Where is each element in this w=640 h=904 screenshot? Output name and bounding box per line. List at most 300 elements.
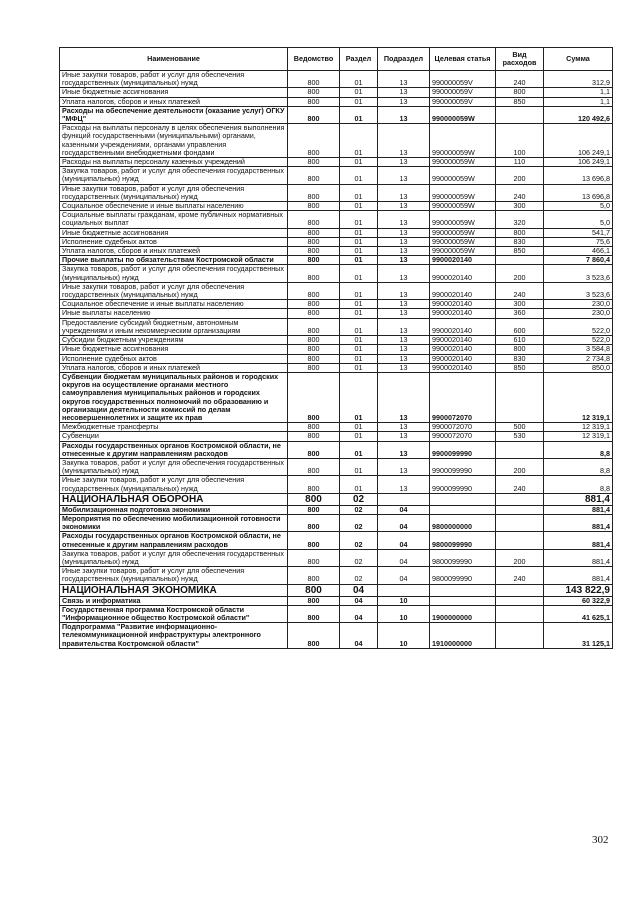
table-row — [60, 493, 613, 505]
cell-section: 01 — [340, 71, 378, 88]
cell-subsection: 13 — [378, 336, 430, 345]
cell-target: 990000059V — [430, 88, 496, 97]
cell-name: Иные закупки товаров, работ и услуг для обеспечения государственных (муниципальных) нужд — [60, 282, 288, 299]
cell-name: Иные закупки товаров, работ и услуг для обеспечения государственных (муниципальных) нужд — [60, 71, 288, 88]
cell-sum: 850,0 — [544, 363, 613, 372]
cell-name: Мобилизационная подготовка экономики — [60, 505, 288, 514]
cell-sum: 5,0 — [544, 202, 613, 211]
cell-exp-type: 300 — [496, 202, 544, 211]
cell-section: 01 — [340, 184, 378, 201]
cell-subsection: 10 — [378, 605, 430, 622]
cell-name: Иные бюджетные ассигнования — [60, 88, 288, 97]
table-row — [60, 300, 613, 309]
cell-subsection: 13 — [378, 265, 430, 282]
cell-exp-type: 240 — [496, 71, 544, 88]
cell-exp-type: 240 — [496, 567, 544, 584]
cell-dept: 800 — [288, 363, 340, 372]
table-row — [60, 71, 613, 88]
table-row — [60, 228, 613, 237]
cell-sum: 7 860,4 — [544, 256, 613, 265]
cell-exp-type: 800 — [496, 345, 544, 354]
cell-section: 01 — [340, 282, 378, 299]
cell-section: 01 — [340, 202, 378, 211]
table-row — [60, 372, 613, 422]
cell-section: 01 — [340, 88, 378, 97]
cell-subsection: 04 — [378, 549, 430, 566]
table-row — [60, 202, 613, 211]
cell-name: Иные бюджетные ассигнования — [60, 228, 288, 237]
cell-exp-type: 610 — [496, 336, 544, 345]
cell-dept: 800 — [288, 167, 340, 184]
cell-exp-type: 110 — [496, 158, 544, 167]
cell-section: 04 — [340, 623, 378, 649]
cell-section: 01 — [340, 345, 378, 354]
cell-sum: 522,0 — [544, 336, 613, 345]
cell-exp-type: 200 — [496, 167, 544, 184]
cell-target: 990000059W — [430, 237, 496, 246]
cell-name: Закупка товаров, работ и услуг для обеспечения государственных (муниципальных) нужд — [60, 167, 288, 184]
cell-sum: 230,0 — [544, 300, 613, 309]
cell-dept: 800 — [288, 309, 340, 318]
cell-exp-type — [496, 106, 544, 123]
cell-section: 02 — [340, 493, 378, 505]
cell-section: 01 — [340, 363, 378, 372]
cell-sum: 12 319,1 — [544, 372, 613, 422]
table-row — [60, 97, 613, 106]
table-row — [60, 623, 613, 649]
cell-sum: 106 249,1 — [544, 124, 613, 158]
cell-subsection: 13 — [378, 202, 430, 211]
cell-name: НАЦИОНАЛЬНАЯ ЭКОНОМИКА — [60, 584, 288, 596]
cell-sum: 881,4 — [544, 514, 613, 531]
cell-exp-type: 360 — [496, 309, 544, 318]
cell-subsection: 13 — [378, 158, 430, 167]
cell-subsection: 13 — [378, 476, 430, 493]
cell-sum: 60 322,9 — [544, 596, 613, 605]
cell-sum: 881,4 — [544, 532, 613, 549]
cell-subsection: 13 — [378, 345, 430, 354]
cell-exp-type — [496, 605, 544, 622]
cell-exp-type: 320 — [496, 211, 544, 228]
cell-sum: 466,1 — [544, 247, 613, 256]
cell-section: 02 — [340, 549, 378, 566]
cell-subsection: 13 — [378, 458, 430, 475]
cell-exp-type: 850 — [496, 97, 544, 106]
cell-section: 01 — [340, 228, 378, 237]
cell-name: Иные выплаты населению — [60, 309, 288, 318]
table-row — [60, 336, 613, 345]
cell-subsection: 13 — [378, 124, 430, 158]
cell-target: 9800099990 — [430, 532, 496, 549]
cell-dept: 800 — [288, 345, 340, 354]
table-row — [60, 363, 613, 372]
col-header-sum: Сумма — [544, 48, 613, 71]
cell-target: 990000059W — [430, 158, 496, 167]
cell-name: Субвенции — [60, 432, 288, 441]
table-row — [60, 88, 613, 97]
cell-sum: 5,0 — [544, 211, 613, 228]
cell-sum: 541,7 — [544, 228, 613, 237]
cell-subsection: 10 — [378, 596, 430, 605]
table-row — [60, 584, 613, 596]
cell-target: 9900020140 — [430, 318, 496, 335]
cell-dept: 800 — [288, 493, 340, 505]
cell-target: 1910000000 — [430, 623, 496, 649]
cell-exp-type: 300 — [496, 300, 544, 309]
table-row — [60, 106, 613, 123]
cell-dept: 800 — [288, 458, 340, 475]
cell-dept: 800 — [288, 514, 340, 531]
cell-target: 9900020140 — [430, 345, 496, 354]
cell-target — [430, 505, 496, 514]
cell-target: 9800000000 — [430, 514, 496, 531]
cell-section: 01 — [340, 265, 378, 282]
table-row — [60, 596, 613, 605]
cell-section: 01 — [340, 372, 378, 422]
cell-sum: 881,4 — [544, 549, 613, 566]
cell-name: Уплата налогов, сборов и иных платежей — [60, 363, 288, 372]
cell-name: Социальные выплаты гражданам, кроме публичных нормативных социальных выплат — [60, 211, 288, 228]
cell-subsection: 13 — [378, 106, 430, 123]
cell-exp-type — [496, 505, 544, 514]
cell-name: Подпрограмма "Развитие информационно-телекоммуникационной инфраструктуры электронного правительства Костромской области" — [60, 623, 288, 649]
cell-section: 01 — [340, 318, 378, 335]
cell-section: 04 — [340, 596, 378, 605]
cell-exp-type — [496, 532, 544, 549]
cell-subsection: 13 — [378, 300, 430, 309]
table-row — [60, 167, 613, 184]
cell-sum: 522,0 — [544, 318, 613, 335]
cell-section: 01 — [340, 124, 378, 158]
cell-name: Закупка товаров, работ и услуг для обеспечения государственных (муниципальных) нужд — [60, 458, 288, 475]
cell-dept: 800 — [288, 336, 340, 345]
cell-subsection: 13 — [378, 167, 430, 184]
cell-section: 01 — [340, 211, 378, 228]
cell-target: 9900072070 — [430, 432, 496, 441]
table-row — [60, 247, 613, 256]
table-row — [60, 318, 613, 335]
cell-exp-type: 800 — [496, 228, 544, 237]
cell-exp-type: 200 — [496, 265, 544, 282]
col-header-exp-type: Вид расходов — [496, 48, 544, 71]
cell-exp-type: 830 — [496, 354, 544, 363]
cell-dept: 800 — [288, 549, 340, 566]
table-row — [60, 256, 613, 265]
cell-name: Расходы государственных органов Костромской области, не отнесенные к другим направлениям расходов — [60, 441, 288, 458]
cell-subsection: 13 — [378, 88, 430, 97]
cell-exp-type — [496, 372, 544, 422]
cell-dept: 800 — [288, 211, 340, 228]
cell-section: 01 — [340, 247, 378, 256]
table-row — [60, 532, 613, 549]
cell-dept: 800 — [288, 596, 340, 605]
cell-sum: 120 492,6 — [544, 106, 613, 123]
table-row — [60, 549, 613, 566]
cell-subsection: 10 — [378, 623, 430, 649]
table-row — [60, 211, 613, 228]
cell-subsection: 13 — [378, 256, 430, 265]
cell-section: 01 — [340, 309, 378, 318]
cell-exp-type — [496, 514, 544, 531]
cell-section: 01 — [340, 336, 378, 345]
cell-target: 990000059W — [430, 106, 496, 123]
cell-target: 9900020140 — [430, 282, 496, 299]
cell-target: 990000059W — [430, 202, 496, 211]
cell-exp-type: 850 — [496, 247, 544, 256]
cell-dept: 800 — [288, 505, 340, 514]
cell-exp-type — [496, 623, 544, 649]
cell-target: 990000059V — [430, 71, 496, 88]
cell-section: 01 — [340, 106, 378, 123]
cell-section: 01 — [340, 354, 378, 363]
cell-name: Исполнение судебных актов — [60, 237, 288, 246]
cell-exp-type: 530 — [496, 432, 544, 441]
cell-subsection: 13 — [378, 247, 430, 256]
cell-exp-type: 200 — [496, 458, 544, 475]
cell-section: 01 — [340, 476, 378, 493]
cell-exp-type: 200 — [496, 549, 544, 566]
table-row — [60, 423, 613, 432]
cell-target: 9900072070 — [430, 423, 496, 432]
cell-subsection: 04 — [378, 567, 430, 584]
cell-target: 9800099990 — [430, 567, 496, 584]
table-row — [60, 505, 613, 514]
table-row — [60, 265, 613, 282]
cell-target — [430, 596, 496, 605]
cell-name: Расходы на обеспечение деятельности (оказание услуг) ОГКУ "МФЦ" — [60, 106, 288, 123]
cell-sum: 2 734,8 — [544, 354, 613, 363]
cell-subsection: 04 — [378, 532, 430, 549]
cell-subsection: 13 — [378, 71, 430, 88]
cell-sum: 8,8 — [544, 458, 613, 475]
cell-sum: 312,9 — [544, 71, 613, 88]
budget-table — [59, 47, 613, 649]
cell-dept: 800 — [288, 71, 340, 88]
table-row — [60, 605, 613, 622]
cell-dept: 800 — [288, 237, 340, 246]
cell-dept: 800 — [288, 476, 340, 493]
cell-name: Уплата налогов, сборов и иных платежей — [60, 247, 288, 256]
cell-exp-type: 240 — [496, 476, 544, 493]
cell-section: 02 — [340, 514, 378, 531]
cell-target: 1900000000 — [430, 605, 496, 622]
cell-section: 01 — [340, 432, 378, 441]
cell-sum: 13 696,8 — [544, 167, 613, 184]
col-header-section: Раздел — [340, 48, 378, 71]
cell-dept: 800 — [288, 228, 340, 237]
cell-dept: 800 — [288, 282, 340, 299]
cell-section: 02 — [340, 532, 378, 549]
cell-target — [430, 493, 496, 505]
cell-sum: 1,1 — [544, 88, 613, 97]
cell-subsection: 13 — [378, 211, 430, 228]
cell-dept: 800 — [288, 184, 340, 201]
cell-name: Закупка товаров, работ и услуг для обеспечения государственных (муниципальных) нужд — [60, 265, 288, 282]
cell-sum: 3 523,6 — [544, 265, 613, 282]
cell-sum: 3 523,6 — [544, 282, 613, 299]
table-row — [60, 345, 613, 354]
table-row — [60, 124, 613, 158]
cell-name: Иные закупки товаров, работ и услуг для обеспечения государственных (муниципальных) нужд — [60, 184, 288, 201]
cell-sum: 230,0 — [544, 309, 613, 318]
cell-dept: 800 — [288, 532, 340, 549]
cell-name: Уплата налогов, сборов и иных платежей — [60, 97, 288, 106]
cell-name: Субвенции бюджетам муниципальных районов и городских округов на осуществление органами местного самоуправления муниципальных районов и городских округов государственных полномочий по образованию и организации деятельности комиссий по делам несовершеннолетних и защите их прав — [60, 372, 288, 422]
cell-sum: 8,8 — [544, 476, 613, 493]
cell-target: 990000059W — [430, 184, 496, 201]
cell-name: Субсидии бюджетным учреждениям — [60, 336, 288, 345]
table-row — [60, 432, 613, 441]
col-header-name: Наименование — [60, 48, 288, 71]
cell-section: 01 — [340, 423, 378, 432]
cell-target: 9900020140 — [430, 336, 496, 345]
cell-target: 9900020140 — [430, 256, 496, 265]
cell-target: 9900072070 — [430, 372, 496, 422]
cell-subsection: 13 — [378, 354, 430, 363]
cell-target: 990000059W — [430, 247, 496, 256]
cell-exp-type: 600 — [496, 318, 544, 335]
cell-dept: 800 — [288, 247, 340, 256]
cell-sum: 13 696,8 — [544, 184, 613, 201]
cell-name: Расходы государственных органов Костромской области, не отнесенные к другим направлениям расходов — [60, 532, 288, 549]
cell-section: 01 — [340, 167, 378, 184]
col-header-subsection: Подраздел — [378, 48, 430, 71]
cell-exp-type: 850 — [496, 363, 544, 372]
table-row — [60, 184, 613, 201]
cell-dept: 800 — [288, 106, 340, 123]
cell-name: Государственная программа Костромской области "Информационное общество Костромской области" — [60, 605, 288, 622]
cell-subsection: 13 — [378, 184, 430, 201]
cell-dept: 800 — [288, 265, 340, 282]
cell-dept: 800 — [288, 88, 340, 97]
cell-sum: 41 625,1 — [544, 605, 613, 622]
cell-dept: 800 — [288, 354, 340, 363]
col-header-target: Целевая статья — [430, 48, 496, 71]
table-body — [60, 71, 613, 649]
cell-dept: 800 — [288, 441, 340, 458]
cell-name: Предоставление субсидий бюджетным, автономным учреждениям и иным некоммерческим организациям — [60, 318, 288, 335]
cell-sum: 31 125,1 — [544, 623, 613, 649]
cell-section: 01 — [340, 256, 378, 265]
cell-sum: 3 584,8 — [544, 345, 613, 354]
cell-section: 04 — [340, 605, 378, 622]
cell-sum: 1,1 — [544, 97, 613, 106]
cell-subsection: 13 — [378, 228, 430, 237]
page-number: 302 — [592, 834, 609, 846]
table-row — [60, 476, 613, 493]
cell-dept: 800 — [288, 567, 340, 584]
cell-exp-type — [496, 256, 544, 265]
cell-subsection — [378, 584, 430, 596]
table-row — [60, 441, 613, 458]
cell-section: 01 — [340, 441, 378, 458]
cell-name: Межбюджетные трансферты — [60, 423, 288, 432]
cell-name: Прочие выплаты по обязательствам Костромской области — [60, 256, 288, 265]
cell-subsection: 13 — [378, 363, 430, 372]
cell-name: Иные закупки товаров, работ и услуг для обеспечения государственных (муниципальных) нужд — [60, 476, 288, 493]
table-row — [60, 567, 613, 584]
cell-name: Иные бюджетные ассигнования — [60, 345, 288, 354]
cell-name: Социальное обеспечение и иные выплаты населению — [60, 300, 288, 309]
cell-subsection: 04 — [378, 514, 430, 531]
cell-target: 9900020140 — [430, 309, 496, 318]
cell-subsection: 04 — [378, 505, 430, 514]
cell-target: 990000059W — [430, 211, 496, 228]
cell-target: 990000059W — [430, 228, 496, 237]
cell-subsection: 13 — [378, 282, 430, 299]
cell-subsection: 13 — [378, 372, 430, 422]
cell-subsection: 13 — [378, 97, 430, 106]
cell-target: 9900099990 — [430, 441, 496, 458]
cell-exp-type — [496, 493, 544, 505]
cell-target: 990000059W — [430, 124, 496, 158]
cell-target: 9900099990 — [430, 458, 496, 475]
cell-section: 01 — [340, 97, 378, 106]
cell-dept: 800 — [288, 158, 340, 167]
table-row — [60, 282, 613, 299]
cell-sum: 106 249,1 — [544, 158, 613, 167]
cell-subsection: 13 — [378, 237, 430, 246]
cell-section: 02 — [340, 505, 378, 514]
cell-dept: 800 — [288, 372, 340, 422]
table-header-row — [60, 48, 613, 71]
cell-target: 9900020140 — [430, 300, 496, 309]
cell-target: 9900099990 — [430, 476, 496, 493]
cell-name: Мероприятия по обеспечению мобилизационной готовности экономики — [60, 514, 288, 531]
table-row — [60, 514, 613, 531]
cell-name: Расходы на выплаты персоналу казенных учреждений — [60, 158, 288, 167]
cell-name: Связь и информатика — [60, 596, 288, 605]
cell-subsection: 13 — [378, 441, 430, 458]
table-row — [60, 458, 613, 475]
cell-section: 01 — [340, 237, 378, 246]
cell-subsection: 13 — [378, 432, 430, 441]
cell-section: 01 — [340, 158, 378, 167]
cell-sum: 12 319,1 — [544, 423, 613, 432]
col-header-dept: Ведомство — [288, 48, 340, 71]
cell-dept: 800 — [288, 256, 340, 265]
cell-subsection: 13 — [378, 318, 430, 335]
cell-name: Социальное обеспечение и иные выплаты населению — [60, 202, 288, 211]
cell-subsection: 13 — [378, 423, 430, 432]
cell-exp-type: 830 — [496, 237, 544, 246]
cell-subsection: 13 — [378, 309, 430, 318]
cell-dept: 800 — [288, 97, 340, 106]
cell-section: 01 — [340, 458, 378, 475]
cell-dept: 800 — [288, 423, 340, 432]
cell-section: 02 — [340, 567, 378, 584]
cell-dept: 800 — [288, 584, 340, 596]
cell-sum: 8,8 — [544, 441, 613, 458]
table-row — [60, 309, 613, 318]
cell-dept: 800 — [288, 300, 340, 309]
cell-name: Иные закупки товаров, работ и услуг для обеспечения государственных (муниципальных) нужд — [60, 567, 288, 584]
cell-dept: 800 — [288, 318, 340, 335]
cell-target: 9900020140 — [430, 354, 496, 363]
table-row — [60, 354, 613, 363]
cell-sum: 881,4 — [544, 567, 613, 584]
cell-dept: 800 — [288, 623, 340, 649]
budget-page — [59, 47, 612, 649]
cell-exp-type: 500 — [496, 423, 544, 432]
cell-sum: 12 319,1 — [544, 432, 613, 441]
cell-dept: 800 — [288, 202, 340, 211]
cell-target — [430, 584, 496, 596]
cell-exp-type — [496, 596, 544, 605]
cell-name: НАЦИОНАЛЬНАЯ ОБОРОНА — [60, 493, 288, 505]
cell-name: Расходы на выплаты персоналу в целях обеспечения выполнения функций государственными (муниципальными) органами, казенными учреждениями, органами управления государственными внебюджетными фондами — [60, 124, 288, 158]
cell-target: 990000059V — [430, 97, 496, 106]
